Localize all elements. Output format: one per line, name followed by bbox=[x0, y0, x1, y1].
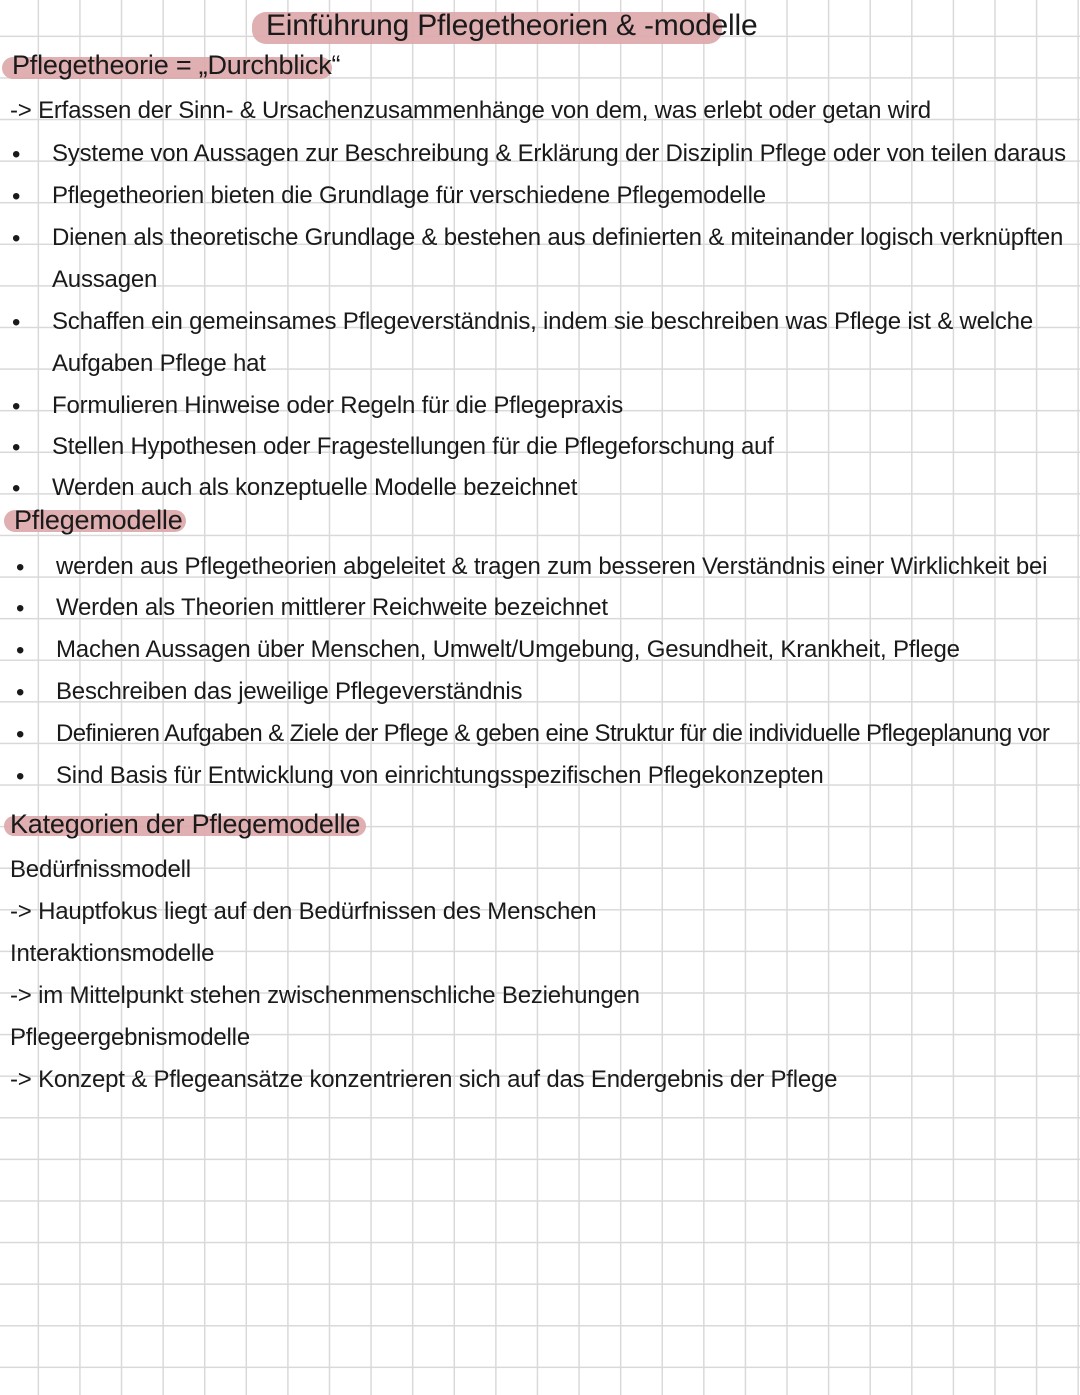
bullet-dot: • bbox=[16, 637, 25, 664]
theory-bullet: Systeme von Aussagen zur Beschreibung & Erklärung der Disziplin Pflege oder von teilen daraus bbox=[52, 140, 1066, 167]
models-bullet: Beschreiben das jeweilige Pflegeverständnis bbox=[56, 678, 523, 705]
models-bullet: Machen Aussagen über Menschen, Umwelt/Umgebung, Gesundheit, Krankheit, Pflege bbox=[56, 636, 960, 663]
bullet-dot: • bbox=[12, 309, 21, 336]
bullet-dot: • bbox=[12, 434, 21, 461]
theory-bullet-continuation: Aussagen bbox=[52, 266, 158, 293]
bullet-dot: • bbox=[12, 183, 21, 210]
category-name: Pflegeergebnismodelle bbox=[10, 1024, 250, 1051]
theory-bullet: Schaffen ein gemeinsames Pflegeverständnis, indem sie beschreiben was Pflege ist & welche bbox=[52, 308, 1033, 335]
theory-intro: -> Erfassen der Sinn- & Ursachenzusammenhänge von dem, was erlebt oder getan wird bbox=[10, 97, 931, 124]
bullet-dot: • bbox=[12, 141, 21, 168]
category-description: -> im Mittelpunkt stehen zwischenmenschliche Beziehungen bbox=[10, 982, 640, 1009]
category-description: -> Hauptfokus liegt auf den Bedürfnissen des Menschen bbox=[10, 898, 597, 925]
models-bullet: werden aus Pflegetheorien abgeleitet & tragen zum besseren Verständnis einer Wirklichkeit bei bbox=[56, 553, 1048, 580]
theory-bullet-continuation: Aufgaben Pflege hat bbox=[52, 350, 266, 377]
models-bullet: Sind Basis für Entwicklung von einrichtungsspezifischen Pflegekonzepten bbox=[56, 762, 824, 789]
category-description: -> Konzept & Pflegeansätze konzentrieren sich auf das Endergebnis der Pflege bbox=[10, 1066, 838, 1093]
theory-bullet: Werden auch als konzeptuelle Modelle bezeichnet bbox=[52, 474, 578, 501]
models-heading: Pflegemodelle bbox=[14, 505, 183, 535]
theory-bullet: Pflegetheorien bieten die Grundlage für verschiedene Pflegemodelle bbox=[52, 182, 766, 209]
theory-bullet: Stellen Hypothesen oder Fragestellungen für die Pflegeforschung auf bbox=[52, 433, 774, 460]
categories-heading: Kategorien der Pflegemodelle bbox=[10, 809, 361, 839]
bullet-dot: • bbox=[16, 721, 25, 748]
theory-heading: Pflegetheorie = „Durchblick“ bbox=[12, 50, 341, 80]
bullet-dot: • bbox=[12, 393, 21, 420]
models-bullet: Werden als Theorien mittlerer Reichweite bezeichnet bbox=[56, 594, 608, 621]
models-bullet: Definieren Aufgaben & Ziele der Pflege & geben eine Struktur für die individuelle Pflegeplanung vor bbox=[56, 720, 1050, 747]
theory-bullet: Dienen als theoretische Grundlage & bestehen aus definierten & miteinander logisch verknüpften bbox=[52, 224, 1064, 251]
bullet-dot: • bbox=[12, 475, 21, 502]
category-name: Interaktionsmodelle bbox=[10, 940, 215, 967]
page-title: Einführung Pflegetheorien & -modelle bbox=[266, 9, 758, 42]
theory-bullet: Formulieren Hinweise oder Regeln für die Pflegepraxis bbox=[52, 392, 624, 419]
category-name: Bedürfnissmodell bbox=[10, 856, 191, 883]
bullet-dot: • bbox=[16, 679, 25, 706]
bullet-dot: • bbox=[16, 595, 25, 622]
bullet-dot: • bbox=[16, 554, 25, 581]
bullet-dot: • bbox=[16, 763, 25, 790]
bullet-dot: • bbox=[12, 225, 21, 252]
